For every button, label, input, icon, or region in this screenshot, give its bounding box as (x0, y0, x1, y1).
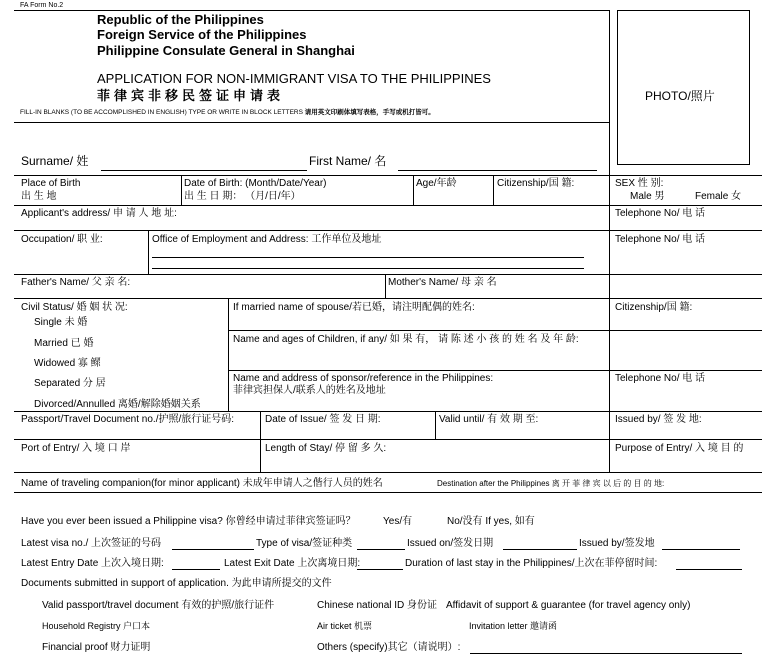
port-entry-label: Port of Entry/ 入 境 口 岸 (21, 443, 131, 454)
civil-divorced[interactable]: Divorced/Annulled 离婚/解除婚姻关系 (34, 399, 201, 410)
header-line-1: Republic of the Philippines (97, 12, 264, 27)
civil-separated[interactable]: Separated 分 居 (34, 378, 106, 389)
office-field-2[interactable] (152, 268, 584, 269)
form-title: APPLICATION FOR NON-IMMIGRANT VISA TO THE PHILIPPINES (97, 71, 491, 86)
doc-affidavit[interactable]: Affidavit of support & guarantee (for travel agency only) (446, 600, 691, 611)
telephone-label-1: Telephone No/ 电 话 (615, 208, 706, 219)
col-line (260, 411, 261, 472)
answer-yes[interactable]: Yes/有 (383, 516, 413, 527)
header-divider (14, 122, 610, 123)
sex-label: SEX 性 别: (615, 178, 664, 189)
first-name-field[interactable] (398, 170, 597, 171)
citizenship-label: Citizenship/国 籍: (497, 178, 575, 189)
form-number: FA Form No.2 (20, 2, 64, 9)
date-of-birth-label: Date of Birth: (Month/Date/Year) (184, 178, 327, 189)
telephone-label-2: Telephone No/ 电 话 (615, 234, 706, 245)
latest-entry-field[interactable] (172, 569, 220, 570)
issued-on-field[interactable] (503, 549, 577, 550)
surname-field[interactable] (101, 170, 307, 171)
latest-visa-field[interactable] (172, 549, 254, 550)
sex-male[interactable]: Male 男 (630, 191, 665, 202)
passport-label: Passport/Travel Document no./护照/旅行证号码: (21, 414, 235, 425)
companion-label: Name of traveling companion(for minor applicant) 未成年申请人之偕行人员的姓名 (21, 478, 383, 489)
civil-widowed[interactable]: Widowed 寡 鳏 (34, 358, 101, 369)
doc-passport[interactable]: Valid passport/travel document 有效的护照/旅行证件 (42, 600, 275, 611)
issued-on-label: Issued on/签发日期 (407, 538, 494, 549)
col-line (385, 274, 386, 298)
father-label: Father's Name/ 父 亲 名: (21, 277, 131, 288)
instructions-cn: 请用英文印刷体填写表格，手写或机打皆可。 (304, 109, 435, 116)
col-line (435, 411, 436, 439)
age-label: Age/年龄 (416, 178, 457, 189)
first-name-label: First Name/ 名 (309, 154, 387, 168)
latest-exit-field[interactable] (357, 569, 403, 570)
office-label: Office of Employment and Address: 工作单位及地址 (152, 234, 382, 245)
valid-until-label: Valid until/ 有 效 期 至: (439, 414, 539, 425)
children-label: Name and ages of Children, if any/ 如 果 有， 请 陈 述 小 孩 的 姓 名 及 年 龄: (233, 334, 579, 345)
civil-married[interactable]: Married 已 婚 (34, 338, 94, 349)
office-field-1[interactable] (152, 257, 584, 258)
row-line (14, 175, 762, 176)
row-line (14, 439, 762, 440)
header-line-2: Foreign Service of the Philippines (97, 27, 307, 42)
doc-others-field[interactable] (470, 653, 742, 654)
latest-exit-label: Latest Exit Date 上次离境日期: (224, 558, 361, 569)
issued-by-field[interactable] (662, 549, 740, 550)
row-line (14, 492, 762, 493)
header-line-3: Philippine Consulate General in Shanghai (97, 43, 355, 58)
row-line (228, 330, 762, 331)
duration-label: Duration of last stay in the Philippines/上次在菲停留时间: (405, 558, 658, 569)
form-title-cn: 菲律宾非移民签证申请表 (97, 88, 285, 103)
col-line (413, 175, 414, 205)
civil-status-label: Civil Status/ 婚 姻 状 况: (21, 302, 128, 313)
sex-female[interactable]: Female 女 (695, 191, 742, 202)
doc-chinese-id[interactable]: Chinese national ID 身份证 (317, 600, 438, 611)
civil-single[interactable]: Single 未 婚 (34, 317, 88, 328)
latest-entry-label: Latest Entry Date 上次入境日期: (21, 558, 164, 569)
issued-before-question: Have you ever been issued a Philippine visa? 你曾经申请过菲律宾签证吗？ (21, 516, 356, 527)
issued-by-q-label: Issued by/签发地 (579, 538, 655, 549)
surname-label: Surname/ 姓 (21, 154, 89, 168)
row-line (14, 205, 762, 206)
place-of-birth-cn: 出 生 地 (21, 191, 57, 202)
row-line (14, 411, 762, 412)
citizenship-label-2: Citizenship/国 籍: (615, 302, 693, 313)
date-issue-label: Date of Issue/ 签 发 日 期: (265, 414, 381, 425)
col-line (493, 175, 494, 205)
answer-no[interactable]: No/没有 If yes, 如有 (447, 516, 535, 527)
place-of-birth-label: Place of Birth (21, 178, 81, 189)
photo-box[interactable] (617, 10, 750, 165)
documents-heading: Documents submitted in support of application. 为此申请所提交的文件 (21, 578, 332, 589)
doc-financial[interactable]: Financial proof 财力证明 (42, 642, 151, 653)
duration-field[interactable] (676, 569, 742, 570)
row-line (14, 472, 762, 473)
doc-household[interactable]: Household Registry 户口本 (42, 621, 151, 631)
type-visa-field[interactable] (357, 549, 405, 550)
destination-label: Destination after the Philippines 离 开 菲 律 宾 以 后 的 目 的 地: (437, 479, 665, 488)
sponsor-cn: 菲律宾担保人/联系人的姓名及地址 (233, 385, 386, 396)
col-line (228, 298, 229, 411)
col-line (148, 230, 149, 274)
row-line (14, 230, 762, 231)
mother-label: Mother's Name/ 母 亲 名 (388, 277, 497, 288)
issued-by-label: Issued by/ 签 发 地: (615, 414, 702, 425)
address-label: Applicant's address/ 申 请 人 地 址: (21, 208, 177, 219)
row-line (228, 370, 762, 371)
spouse-label: If married name of spouse/若已婚，请注明配偶的姓名: (233, 302, 475, 313)
purpose-label: Purpose of Entry/ 入 境 目 的 (615, 443, 744, 454)
col-line (181, 175, 182, 205)
sponsor-label: Name and address of sponsor/reference in the Philippines: (233, 373, 494, 384)
photo-label: PHOTO/照片 (645, 89, 715, 103)
type-visa-label: Type of visa/签证种类 (256, 538, 353, 549)
instructions (20, 109, 435, 116)
row-line (14, 298, 762, 299)
right-column-divider (609, 10, 610, 472)
instructions-en: FILL-IN BLANKS (TO BE ACCOMPLISHED IN ENGLISH) TYPE OR WRITE IN BLOCK LETTERS (20, 109, 303, 116)
row-line (14, 274, 762, 275)
date-of-birth-cn: 出 生 日 期： （月/日/年） (184, 191, 301, 202)
top-border (14, 10, 610, 11)
length-stay-label: Length of Stay/ 停 留 多 久: (265, 443, 387, 454)
occupation-label: Occupation/ 职 业: (21, 234, 103, 245)
telephone-label-3: Telephone No/ 电 话 (615, 373, 706, 384)
doc-air-ticket[interactable]: Air ticket 机票 (317, 621, 373, 631)
doc-others[interactable]: Others (specify)其它（请说明）: (317, 642, 461, 653)
latest-visa-label: Latest visa no./ 上次签证的号码 (21, 538, 162, 549)
doc-invitation[interactable]: Invitation letter 邀请函 (469, 621, 558, 631)
